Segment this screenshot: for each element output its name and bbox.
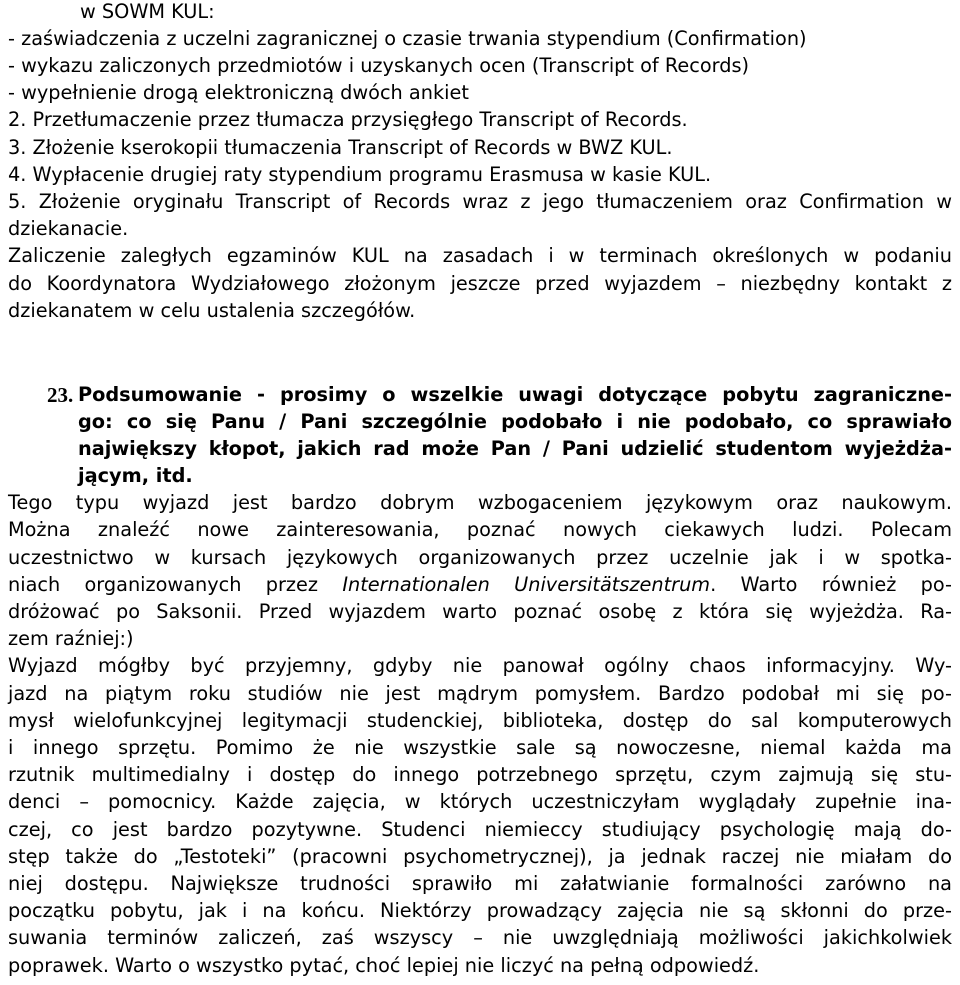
answer-line: suwania terminów zaliczeń, zaś wszyscy – nie uwzględniają możliwości jakichkolwiek [8, 926, 952, 949]
answer-line: mysł wielofunkcyjnej legitymacji studenckiej, biblioteka, dostęp do sal komputerowych [8, 709, 952, 732]
list-item: 5. Złożenie oryginału Transcript of Records wraz z jego tłumaczeniem oraz Confirmation w [8, 190, 952, 213]
institution-name: Internationalen Universitätszentrum [342, 573, 711, 596]
answer-line: uczestnictwo w kursach językowych organizowanych przez uczelnie jak i w spotka- [8, 546, 952, 569]
list-item: 2. Przetłumaczenie przez tłumacza przysięgłego Transcript of Records. [8, 108, 688, 131]
paragraph-line: Zaliczenie zaległych egzaminów KUL na zasadach i w terminach określonych w podaniu [8, 244, 952, 267]
question-heading-line: największy kłopot, jakich rad może Pan / Pani udzielić studentom wyjeżdża- [78, 437, 952, 460]
answer-line: stęp także do „Testoteki” (pracowni psychometrycznej), ja jednak raczej nie miałam do [8, 845, 952, 868]
answer-line: Tego typu wyjazd jest bardzo dobrym wzbogaceniem językowym oraz naukowym. [8, 491, 952, 514]
answer-line: czej, co jest bardzo pozytywne. Studenci niemieccy studiujący psychologię mają do- [8, 818, 952, 841]
list-item-continuation: dziekanacie. [8, 217, 129, 240]
answer-line: jazd na piątym roku studiów nie jest mądrym pomysłem. Bardzo podobał mi się po- [8, 682, 952, 705]
section-heading: w SOWM KUL: [80, 0, 215, 23]
answer-line: Można znaleźć nowe zainteresowania, poznać nowych ciekawych ludzi. Polecam [8, 518, 952, 541]
answer-line: poprawek. Warto o wszystko pytać, choć lepiej nie liczyć na pełną odpowiedź. [8, 954, 760, 977]
answer-line: początku pobytu, jak i na końcu. Niektórzy prowadzący zajęcia nie są skłonni do prze- [8, 899, 952, 922]
answer-line: rzutnik multimedialny i dostęp do innego potrzebnego sprzętu, czym zajmują się stu- [8, 763, 952, 786]
answer-line: i innego sprzętu. Pomimo że nie wszystkie sale są nowoczesne, niemal każda ma [8, 736, 952, 759]
list-item: - wypełnienie drogą elektroniczną dwóch ankiet [8, 81, 469, 104]
list-item: 4. Wypłacenie drugiej raty stypendium programu Erasmusa w kasie KUL. [8, 163, 712, 186]
answer-line: niej dostępu. Największe trudności sprawiło mi załatwianie formalności zarówno na [8, 872, 952, 895]
list-item: - wykazu zaliczonych przedmiotów i uzyskanych ocen (Transcript of Records) [8, 54, 750, 77]
question-heading-line: jącym, itd. [78, 464, 193, 487]
answer-line [8, 573, 952, 599]
question-heading-line: Podsumowanie - prosimy o wszelkie uwagi dotyczące pobytu zagraniczne- [78, 383, 952, 406]
list-item: 3. Złożenie kserokopii tłumaczenia Transcript of Records w BWZ KUL. [8, 136, 673, 159]
question-number: 23. [47, 383, 74, 407]
list-item: - zaświadczenia z uczelni zagranicznej o czasie trwania stypendium (Confirmation) [8, 27, 807, 50]
paragraph-line: do Koordynatora Wydziałowego złożonym jeszcze przed wyjazdem – niezbędny kontakt z [8, 272, 952, 295]
answer-line: Wyjazd mógłby być przyjemny, gdyby nie panował ogólny chaos informacyjny. Wy- [8, 654, 952, 677]
answer-text: niach organizowanych przez [8, 573, 319, 596]
answer-line: dróżować po Saksonii. Przed wyjazdem warto poznać osobę z która się wyjeżdża. Ra- [8, 600, 952, 623]
paragraph-line: dziekanatem w celu ustalenia szczegółów. [8, 299, 416, 322]
question-heading-line: go: co się Panu / Pani szczególnie podobało i nie podobało, co sprawiało [78, 410, 952, 433]
answer-line: zem raźniej:) [8, 627, 134, 650]
answer-line: denci – pomocnicy. Każde zajęcia, w których uczestniczyłam wyglądały zupełnie ina- [8, 790, 952, 813]
answer-text: . Warto również po- [710, 573, 953, 596]
